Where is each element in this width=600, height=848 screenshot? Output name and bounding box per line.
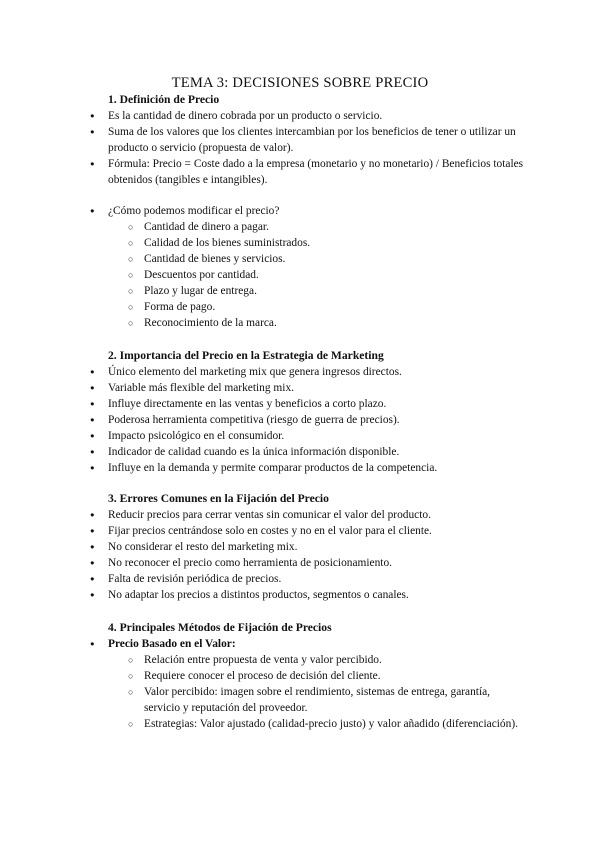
- list-item: ● Influye directamente en las ventas y beneficios a corto plazo.: [90, 396, 530, 412]
- sublist-item: ○ Valor percibido: imagen sobre el rendimiento, sistemas de entrega, garantía, servicio y reputación del proveedor.: [128, 684, 528, 716]
- section-4-heading: 4. Principales Métodos de Fijación de Precios: [108, 621, 332, 634]
- sublist-item: ○ Estrategias: Valor ajustado (calidad-precio justo) y valor añadido (diferenciación).: [128, 716, 528, 732]
- list-item: ● Es la cantidad de dinero cobrada por un producto o servicio.: [90, 108, 530, 124]
- list-item: ● No adaptar los precios a distintos productos, segmentos o canales.: [90, 587, 530, 603]
- sublist-item: ○ Relación entre propuesta de venta y valor percibido.: [128, 652, 528, 668]
- page-title: TEMA 3: DECISIONES SOBRE PRECIO: [171, 75, 429, 91]
- section-2-heading: 2. Importancia del Precio en la Estrategia de Marketing: [108, 349, 384, 362]
- list-item: ● Variable más flexible del marketing mix.: [90, 380, 530, 396]
- section-4-list: [90, 636, 530, 652]
- section-1-heading: 1. Definición de Precio: [108, 93, 220, 106]
- section-2-list: [90, 364, 530, 476]
- list-item: ● Fórmula: Precio = Coste dado a la empresa (monetario y no monetario) / Beneficios totales obtenidos (tangibles e intangibles).: [90, 156, 530, 188]
- section-1-list: [90, 108, 530, 188]
- sublist-item: ○ Cantidad de dinero a pagar.: [128, 219, 528, 235]
- sublist-item: ○ Calidad de los bienes suministrados.: [128, 235, 528, 251]
- list-item: ● Fijar precios centrándose solo en costes y no en el valor para el cliente.: [90, 523, 530, 539]
- sublist-item: ○ Cantidad de bienes y servicios.: [128, 251, 528, 267]
- sublist-item: ○ Requiere conocer el proceso de decisión del cliente.: [128, 668, 528, 684]
- section-1-sublist: [128, 219, 528, 331]
- section-4-sublist: [128, 652, 528, 732]
- list-item: ● Suma de los valores que los clientes intercambian por los beneficios de tener o utilizar un producto o servicio (propuesta de valor).: [90, 124, 530, 156]
- list-item: ● Falta de revisión periódica de precios.: [90, 571, 530, 587]
- list-item: ● Reducir precios para cerrar ventas sin comunicar el valor del producto.: [90, 507, 530, 523]
- sublist-item: ○ Plazo y lugar de entrega.: [128, 283, 528, 299]
- list-item: ● No considerar el resto del marketing mix.: [90, 539, 530, 555]
- list-item: ● Precio Basado en el Valor:: [90, 636, 530, 652]
- section-1-question-list: [90, 203, 530, 219]
- section-3-list: [90, 507, 530, 603]
- list-item: ● Poderosa herramienta competitiva (riesgo de guerra de precios).: [90, 412, 530, 428]
- list-item: ● No reconocer el precio como herramienta de posicionamiento.: [90, 555, 530, 571]
- list-item: ● Impacto psicológico en el consumidor.: [90, 428, 530, 444]
- sublist-item: ○ Reconocimiento de la marca.: [128, 315, 528, 331]
- list-item: ● Único elemento del marketing mix que genera ingresos directos.: [90, 364, 530, 380]
- list-item: ● Indicador de calidad cuando es la única información disponible.: [90, 444, 530, 460]
- section-3-heading: 3. Errores Comunes en la Fijación del Precio: [108, 492, 329, 505]
- list-item: ● ¿Cómo podemos modificar el precio?: [90, 203, 530, 219]
- sublist-item: ○ Descuentos por cantidad.: [128, 267, 528, 283]
- sublist-item: ○ Forma de pago.: [128, 299, 528, 315]
- list-item: ● Influye en la demanda y permite comparar productos de la competencia.: [90, 460, 530, 476]
